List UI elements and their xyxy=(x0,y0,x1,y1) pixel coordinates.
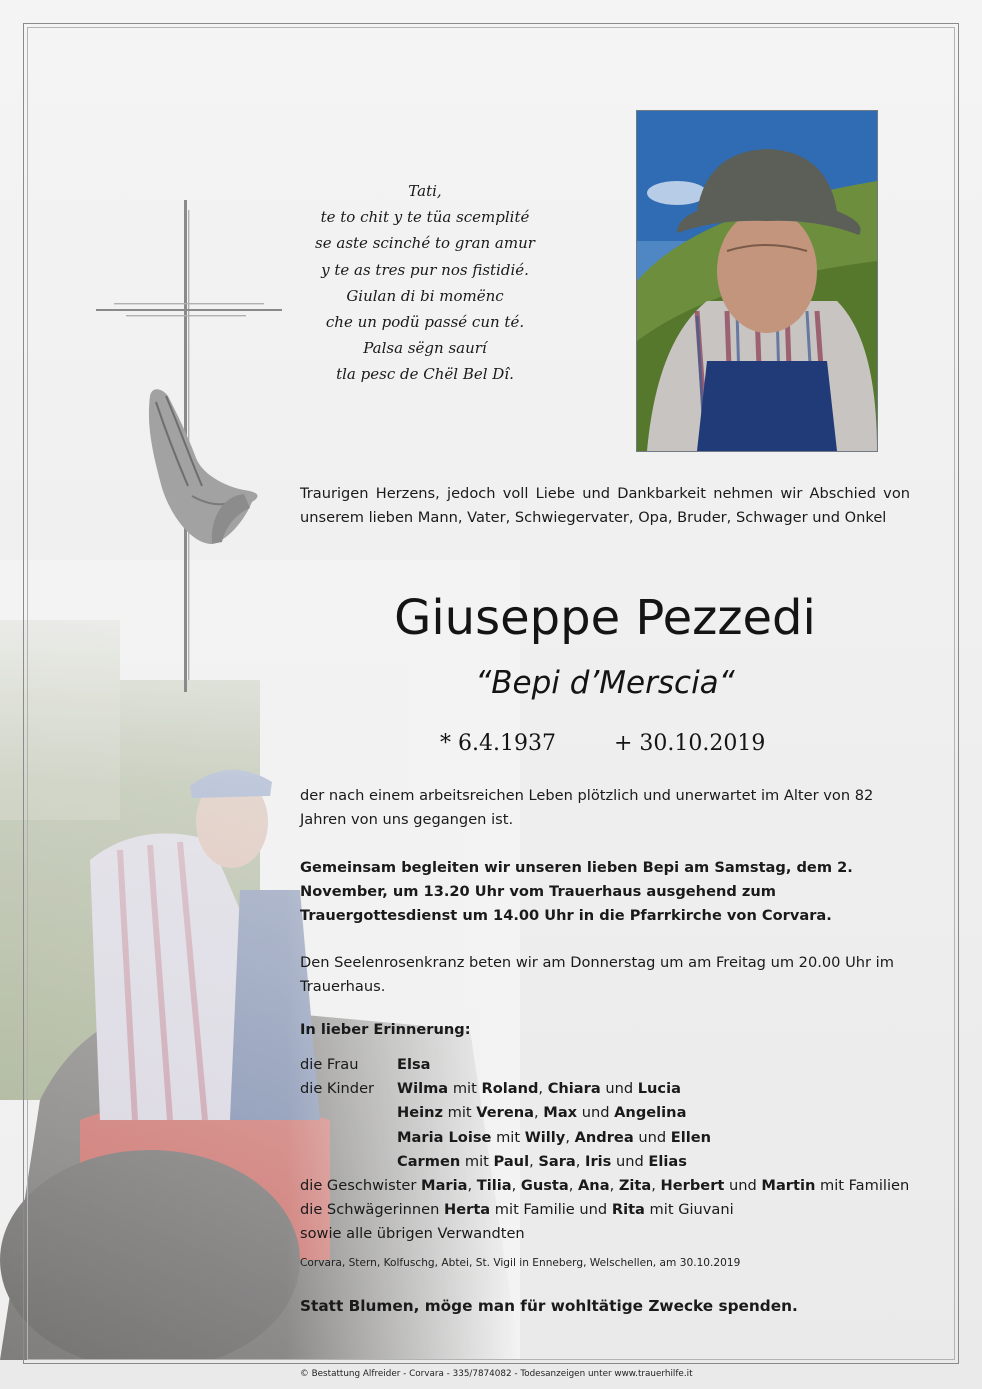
intro-text: Traurigen Herzens, jedoch voll Liebe und Dankbarkeit nehmen wir Abschied von unserem lieben Mann, Vater, Schwiegervater, Opa, Bruder, Schwager und Onkel xyxy=(300,485,910,526)
connector-text: und xyxy=(581,1104,610,1122)
mourner-name: Angelina xyxy=(614,1104,687,1122)
mourner-name: Zita xyxy=(618,1177,652,1195)
connector-text: mit Familien xyxy=(820,1177,910,1195)
connector-text: mit xyxy=(649,1201,674,1219)
mourner-name: Elsa xyxy=(397,1056,431,1073)
connector-text: und xyxy=(729,1177,757,1195)
mourner-name: Willy xyxy=(524,1128,566,1146)
poem-line: y te as tres pur nos fistidié. xyxy=(321,260,529,279)
list-item: Heinz mit Verena, Max und Angelina xyxy=(397,1104,687,1122)
list-item: Maria Loise mit Willy, Andrea und Ellen xyxy=(397,1128,711,1146)
mourner-name: Ana xyxy=(578,1177,610,1195)
connector-text: mit xyxy=(447,1104,472,1122)
memory-title: In lieber Erinnerung: xyxy=(300,1021,471,1038)
place-date: Corvara, Stern, Kolfuschg, Abtei, St. Vigil in Enneberg, Welschellen, am 30.10.2019 xyxy=(300,1257,741,1269)
mourner-name: Rita xyxy=(611,1201,645,1219)
mourner-name: Andrea xyxy=(574,1128,634,1146)
deceased-nickname: “Bepi d’Merscia“ xyxy=(475,665,735,701)
list-item xyxy=(300,1198,910,1222)
connector-text: und xyxy=(605,1080,634,1098)
mourner-name: Iris xyxy=(585,1152,612,1170)
mourner-name: Tilia xyxy=(476,1177,512,1195)
poem-line: te to chit y te tüa scemplité xyxy=(320,208,530,227)
list-item: die Kinder Wilma mit Roland, Chiara und Lucia xyxy=(300,1077,910,1101)
age-text: der nach einem arbeitsreichen Leben plötzlich und unerwartet im Alter von 82 Jahren von uns gegangen ist. xyxy=(300,787,874,828)
poem-line: Palsa sëgn saurí xyxy=(363,339,487,358)
mourner-name: Max xyxy=(543,1104,578,1122)
other-relatives-text: sowie alle übrigen Verwandten xyxy=(300,1225,525,1243)
connector-text: mit xyxy=(452,1080,477,1098)
mourner-name: Carmen xyxy=(397,1152,461,1170)
donation-note: Statt Blumen, möge man für wohltätige Zwecke spenden. xyxy=(300,1297,798,1315)
poem-line: Tati, xyxy=(408,182,442,200)
list-item: die Geschwister Maria, Tilia, Gusta, Ana, Zita, Herbert und Martin mit Familien xyxy=(300,1177,910,1195)
list-item: Carmen mit Paul, Sara, Iris und Elias xyxy=(397,1152,687,1170)
poem xyxy=(300,178,550,388)
life-dates xyxy=(440,731,765,756)
poem-line: Giulan di bi momënc xyxy=(346,286,504,305)
mourner-name: Ellen xyxy=(670,1128,711,1146)
mourner-name: Lucia xyxy=(637,1080,681,1098)
mourner-name: Heinz xyxy=(397,1104,443,1122)
mourner-name: Wilma xyxy=(397,1080,449,1098)
deceased-name: Giuseppe Pezzedi xyxy=(394,590,816,646)
footer-credit: © Bestattung Alfreider - Corvara - 335/7874082 - Todesanzeigen unter www.trauerhilfe.it xyxy=(300,1369,693,1379)
connector-text: und xyxy=(616,1152,644,1170)
portrait-photo xyxy=(636,110,878,452)
mourners-list xyxy=(300,1053,910,1247)
mourner-name: Chiara xyxy=(547,1080,601,1098)
mourner-name: Herta xyxy=(444,1201,491,1219)
mourner-role: die Geschwister xyxy=(300,1177,417,1195)
mourner-name: Martin xyxy=(761,1177,816,1195)
connector-text: mit Familie und xyxy=(494,1201,608,1219)
death-date: + 30.10.2019 xyxy=(613,731,766,756)
mourner-name: Gusta xyxy=(520,1177,569,1195)
mourner-name: Maria Loise xyxy=(397,1128,492,1146)
funeral-text: Gemeinsam begleiten wir unseren lieben Bepi am Samstag, dem 2. November, um 13.20 Uhr vom Trauerhaus ausgehend zum Trauergottesdienst um 14.00 Uhr in die Pfarrkirche von Corvara. xyxy=(300,859,853,924)
cross-with-praying-hands-icon xyxy=(92,196,282,696)
list-item xyxy=(300,1053,910,1077)
list-item xyxy=(300,1222,910,1246)
rosary-text: Den Seelenrosenkranz beten wir am Donnerstag um am Freitag um 20.00 Uhr im Trauerhaus. xyxy=(300,954,894,995)
mourner-name: Sara xyxy=(538,1152,576,1170)
birth-date: * 6.4.1937 xyxy=(440,731,556,756)
mourner-name: Verena xyxy=(476,1104,535,1122)
mourner-name: Maria xyxy=(421,1177,468,1195)
poem-line: che un podü passé cun té. xyxy=(325,313,525,332)
mourner-name: Paul xyxy=(493,1152,530,1170)
mourner-name: Roland xyxy=(481,1080,539,1098)
mourner-role: die Kinder xyxy=(300,1080,375,1098)
mourner-name: Elias xyxy=(648,1152,687,1170)
mourner-role: die Frau xyxy=(300,1056,359,1073)
connector-text: und xyxy=(638,1128,667,1146)
mourner-name: Giuvani xyxy=(678,1201,734,1219)
poem-line: se aste scinché to gran amur xyxy=(315,234,535,253)
mourner-role: die Schwägerinnen xyxy=(300,1201,440,1219)
connector-text: mit xyxy=(496,1128,521,1146)
mourner-name: Herbert xyxy=(660,1177,725,1195)
poem-line: tla pesc de Chël Bel Dî. xyxy=(336,365,514,384)
connector-text: mit xyxy=(464,1152,489,1170)
